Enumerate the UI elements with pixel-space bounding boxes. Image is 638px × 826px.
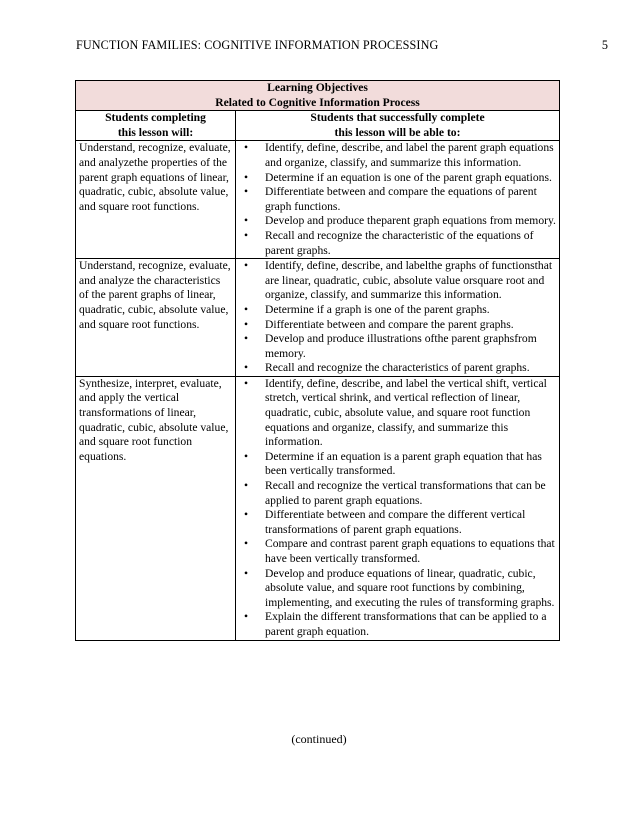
outcome-text: Determine if a graph is one of the parent graphs.	[265, 302, 490, 316]
list-item	[239, 259, 556, 303]
list-item	[239, 229, 556, 258]
list-item	[239, 214, 556, 229]
list-item	[239, 361, 556, 376]
running-head-title: FUNCTION FAMILIES: COGNITIVE INFORMATION PROCESSING	[76, 38, 439, 52]
bullet-icon: •	[244, 566, 249, 580]
bullet-icon: •	[244, 537, 249, 551]
list-item	[239, 318, 556, 333]
bullet-icon: •	[244, 449, 249, 463]
bullet-icon: •	[244, 214, 249, 228]
bullet-icon: •	[244, 259, 249, 273]
col2-head-line2: this lesson will be able to:	[334, 125, 461, 139]
outcome-text: Develop and produce theparent graph equations from memory.	[265, 214, 556, 228]
list-item	[239, 508, 556, 537]
table-row	[76, 259, 560, 377]
list-item	[239, 610, 556, 639]
bullet-icon: •	[244, 141, 249, 155]
bullet-icon: •	[244, 302, 249, 316]
list-item	[239, 450, 556, 479]
continued-note: (continued)	[291, 732, 347, 746]
bullet-icon: •	[244, 228, 249, 242]
list-item	[239, 537, 556, 566]
bullet-icon: •	[244, 508, 249, 522]
outcome-text: Develop and produce illustrations ofthe parent graphsfrom memory.	[265, 332, 537, 360]
outcome-text: Determine if an equation is a parent graph equation that has been vertically transformed.	[265, 449, 542, 478]
outcome-text: Differentiate between and compare the parent graphs.	[265, 317, 514, 331]
column-header-row	[76, 111, 560, 141]
list-item	[239, 377, 556, 450]
outcome-text: Recall and recognize the characteristic of the equations of parent graphs.	[265, 228, 534, 257]
outcome-text: Differentiate between and compare the different vertical transformations of parent graph equations.	[265, 508, 526, 536]
outcome-text: Compare and contrast parent graph equations to equations that have been vertically transformed.	[265, 537, 555, 565]
bullet-icon: •	[244, 610, 249, 624]
page-number: 5	[601, 38, 608, 52]
outcome-text: Explain the different transformations that can be applied to a parent graph equation.	[265, 610, 547, 638]
outcome-text: Differentiate between and compare the equations of parent graph functions.	[265, 185, 537, 213]
list-item	[239, 141, 556, 170]
bullet-icon: •	[244, 376, 249, 390]
outcome-text: Identify, define, describe, and label the vertical shift, vertical stretch, vertical shrink, and vertical reflection of linear, quadratic, cubic, absolute value, and square root function equations and organize, classify, and summarize this information.	[265, 376, 547, 449]
banner-title: Learning Objectives	[267, 81, 368, 94]
col2-head-line1: Students that successfully complete	[310, 111, 485, 125]
column-header-outcomes	[236, 111, 560, 141]
banner-subtitle: Related to Cognitive Information Process	[215, 95, 420, 109]
list-item	[239, 185, 556, 214]
list-item	[239, 567, 556, 611]
outcome-text: Identify, define, describe, and labelthe graphs of functionsthat are linear, quadratic, cubic, absolute value orsquare root and organize, classify, and summarize this information.	[265, 259, 553, 302]
objective-cell: Understand, recognize, evaluate, and analyze the characteristics of the parent graphs of linear, quadratic, cubic, absolute value, and square root functions.	[76, 259, 236, 377]
bullet-icon: •	[244, 317, 249, 331]
outcome-text: Identify, define, describe, and label the parent graph equations and organize, classify, and summarize this information.	[265, 141, 554, 169]
table-banner-row	[76, 81, 560, 111]
outcomes-list	[239, 141, 556, 258]
column-header-objectives	[76, 111, 236, 141]
list-item	[239, 479, 556, 508]
table-banner	[76, 81, 560, 111]
bullet-icon: •	[244, 479, 249, 493]
outcomes-list	[239, 259, 556, 376]
list-item	[239, 303, 556, 318]
outcomes-list	[239, 377, 556, 640]
outcome-text: Recall and recognize the vertical transformations that can be applied to parent graph equations.	[265, 479, 546, 507]
bullet-icon: •	[244, 170, 249, 184]
objective-cell: Understand, recognize, evaluate, and analyzethe properties of the parent graph equations of linear, quadratic, cubic, absolute value, and square root functions.	[76, 141, 236, 259]
outcome-text: Recall and recognize the characteristics of parent graphs.	[265, 361, 530, 375]
bullet-icon: •	[244, 185, 249, 199]
bullet-icon: •	[244, 332, 249, 346]
col1-head-line1: Students completing	[105, 111, 206, 125]
learning-objectives-table	[75, 80, 560, 641]
list-item	[239, 171, 556, 186]
list-item	[239, 332, 556, 361]
outcomes-cell	[236, 259, 560, 377]
running-header	[76, 38, 608, 54]
outcome-text: Determine if an equation is one of the parent graph equations.	[265, 170, 552, 184]
col1-head-line2: this lesson will:	[117, 125, 194, 139]
table-row	[76, 376, 560, 640]
outcome-text: Develop and produce equations of linear, quadratic, cubic, absolute value, and square root functions by combining, implementing, and executing the rules of transforming graphs.	[265, 566, 555, 609]
objective-cell: Synthesize, interpret, evaluate, and apply the vertical transformations of linear, quadratic, cubic, absolute value, and square root function equations.	[76, 376, 236, 640]
bullet-icon: •	[244, 361, 249, 375]
outcomes-cell	[236, 141, 560, 259]
outcomes-cell	[236, 376, 560, 640]
table-row	[76, 141, 560, 259]
